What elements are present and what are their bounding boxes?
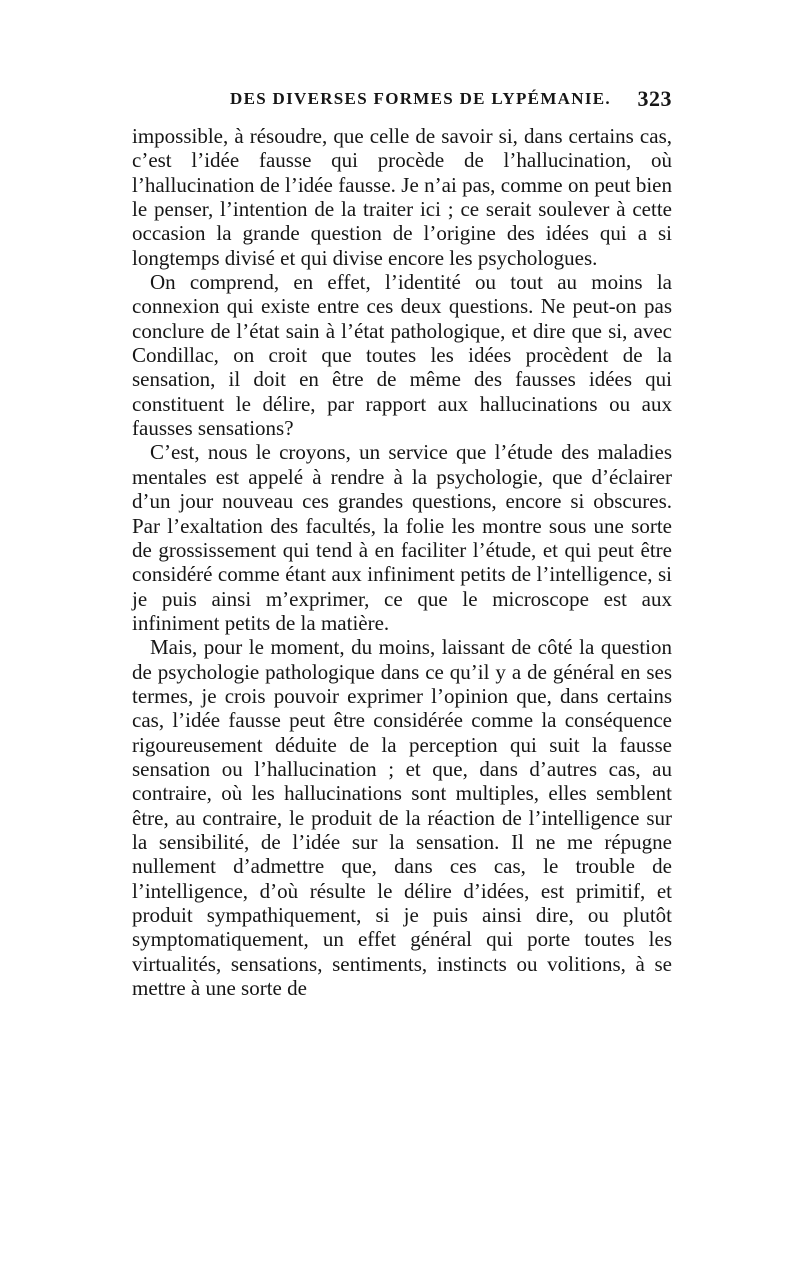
running-title: DES DIVERSES FORMES DE LYPÉMANIE.: [230, 89, 611, 108]
running-head: [132, 86, 672, 115]
page-number: 323: [637, 86, 672, 111]
paragraph: On comprend, en effet, l’identité ou tout au moins la connexion qui existe entre ces deux questions. Ne peut-on pas conclure de l’état sain à l’état pathologique, et dire que si, avec Condillac, on croit que toutes les idées procèdent de la sensation, il doit en être de même des fausses idées qui constituent le délire, par rapport aux hallucinations ou aux fausses sensations?: [132, 270, 672, 441]
paragraph: C’est, nous le croyons, un service que l’étude des maladies mentales est appelé à rendre à la psychologie, que d’éclairer d’un jour nouveau ces grandes questions, encore si obscures. Par l’exaltation des facultés, la folie les montre sous une sorte de grossissement qui tend à en faciliter l’étude, et qui peut être considéré comme étant aux infiniment petits de l’intelligence, si je puis ainsi m’exprimer, ce que le microscope est aux infiniment petits de la matière.: [132, 440, 672, 635]
body-text: [132, 124, 672, 1000]
paragraph: Mais, pour le moment, du moins, laissant de côté la question de psychologie pathologique dans ce qu’il y a de général en ses termes, je crois pouvoir exprimer l’opinion que, dans certains cas, l’idée fausse peut être considérée comme la conséquence rigoureusement déduite de la perception qui suit la fausse sensation ou l’hallucination ; et que, dans d’autres cas, au contraire, où les hallucinations sont multiples, elles semblent être, au contraire, le produit de la réaction de l’intelligence sur la sensibilité, de l’idée sur la sensation. Il ne me répugne nullement d’admettre que, dans ces cas, le trouble de l’intelligence, d’où résulte le délire d’idées, est primitif, et produit sympathiquement, si je puis ainsi dire, ou plutôt symptomatiquement, un effet général qui porte toutes les virtualités, sensations, sentiments, instincts ou volitions, à se mettre à une sorte de: [132, 635, 672, 1001]
paragraph-continued: impossible, à résoudre, que celle de savoir si, dans certains cas, c’est l’idée fausse qui procède de l’hallucination, où l’hallucination de l’idée fausse. Je n’ai pas, comme on peut bien le penser, l’intention de la traiter ici ; ce serait soulever à cette occasion la grande question de l’origine des idées qui a si longtemps divisé et qui divise encore les psychologues.: [132, 124, 672, 270]
